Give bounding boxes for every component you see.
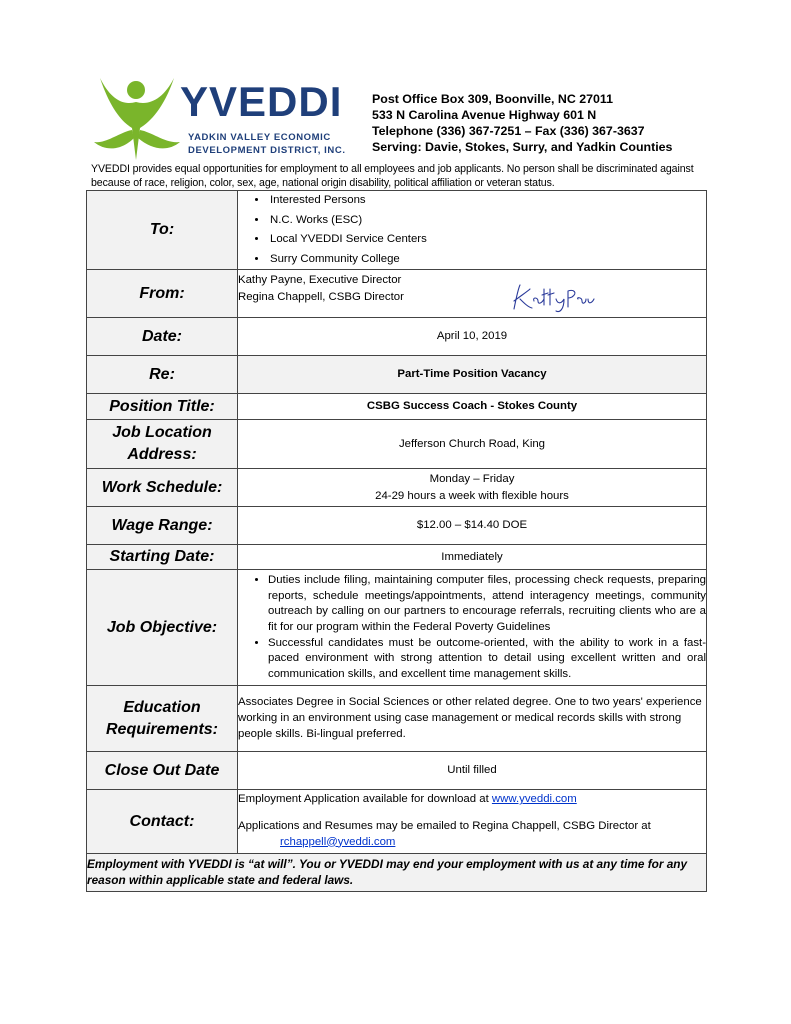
spacer xyxy=(238,808,706,819)
label-close-out-date: Close Out Date xyxy=(87,752,238,790)
job-objective-value xyxy=(238,570,707,686)
from-line: Kathy Payne, Executive Director xyxy=(238,274,402,287)
logo-subtitle-line1: YADKIN VALLEY ECONOMIC xyxy=(188,132,331,143)
label-position-title: Position Title: xyxy=(87,394,238,420)
row-work-schedule xyxy=(87,469,707,507)
row-education xyxy=(87,686,707,752)
re-value: Part-Time Position Vacancy xyxy=(238,356,707,394)
starting-date-value: Immediately xyxy=(238,545,707,570)
email-link[interactable]: rchappell@yveddi.com xyxy=(280,835,396,848)
signature-image xyxy=(508,281,598,315)
contact-value xyxy=(238,790,707,854)
label-line: Address: xyxy=(127,446,197,464)
job-location-value: Jefferson Church Road, King xyxy=(238,420,707,469)
row-starting-date xyxy=(87,545,707,570)
eeo-statement: YVEDDI provides equal opportunities for employment to all employees and job applicants. No person shall be discriminated against because of race, religion, color, sex, age, national origin disability, political affiliation or veteran status. xyxy=(91,163,694,189)
vacancy-table xyxy=(86,190,707,892)
position-title-value: CSBG Success Coach - Stokes County xyxy=(238,394,707,420)
label-job-objective: Job Objective: xyxy=(87,570,238,686)
label-date: Date: xyxy=(87,318,238,356)
row-job-location xyxy=(87,420,707,469)
label-line: Job Location xyxy=(112,424,212,442)
contact-line: Applications and Resumes may be emailed to Regina Chappell, CSBG Director at xyxy=(238,819,651,832)
row-close-out-date xyxy=(87,752,707,790)
label-line: Education xyxy=(123,698,201,716)
label-re: Re: xyxy=(87,356,238,394)
row-position-title xyxy=(87,394,707,420)
row-contact xyxy=(87,790,707,854)
address-block xyxy=(372,91,672,155)
label-to: To: xyxy=(87,191,238,270)
close-out-value: Until filled xyxy=(238,752,707,790)
list-item: • Surry Community College xyxy=(268,250,706,270)
to-recipients xyxy=(238,191,707,270)
from-line: Regina Chappell, CSBG Director xyxy=(238,291,404,304)
label-job-location xyxy=(87,420,238,469)
list-item: • Interested Persons xyxy=(268,191,706,211)
row-job-objective xyxy=(87,570,707,686)
phone-line: Telephone (336) 367-7251 – Fax (336) 367-3637 xyxy=(372,124,645,138)
list-item: • Local YVEDDI Service Centers xyxy=(268,230,706,250)
contact-line xyxy=(238,792,706,808)
address-line: Post Office Box 309, Boonville, NC 27011 xyxy=(372,92,614,106)
work-schedule-value xyxy=(238,469,707,507)
serving-line: Serving: Davie, Stokes, Surry, and Yadkin Counties xyxy=(372,140,673,154)
row-from xyxy=(87,270,707,318)
label-starting-date: Starting Date: xyxy=(87,545,238,570)
wage-range-value: $12.00 – $14.40 DOE xyxy=(238,507,707,545)
label-work-schedule: Work Schedule: xyxy=(87,469,238,507)
logo-subtitle-line2: DEVELOPMENT DISTRICT, INC. xyxy=(188,145,346,156)
label-wage-range: Wage Range: xyxy=(87,507,238,545)
row-date xyxy=(87,318,707,356)
leaf-figure-icon xyxy=(92,72,182,162)
from-value xyxy=(238,270,707,318)
address-line: 533 N Carolina Avenue Highway 601 N xyxy=(372,108,597,122)
label-line: Requirements: xyxy=(105,720,219,738)
label-from: From: xyxy=(87,270,238,318)
email-line xyxy=(238,835,706,851)
row-to xyxy=(87,191,707,270)
list-item: • Successful candidates must be outcome-oriented, with the ability to work in a fast-paced environment with strong attention to detail using excellent written and oral communication skills, and excellent time management skills. xyxy=(268,636,706,683)
row-wage-range xyxy=(87,507,707,545)
website-link[interactable]: www.yveddi.com xyxy=(491,793,577,806)
at-will-notice: Employment with YVEDDI is “at will”. You or YVEDDI may end your employment with us at any time for any reason within applicable state and federal laws. xyxy=(87,854,707,892)
recipient-list xyxy=(238,191,706,269)
contact-text: Employment Application available for download at xyxy=(238,793,492,806)
schedule-line: 24-29 hours a week with flexible hours xyxy=(375,489,569,502)
schedule-line: Monday – Friday xyxy=(429,472,515,485)
objective-list xyxy=(238,573,706,682)
label-contact: Contact: xyxy=(87,790,238,854)
label-education xyxy=(87,686,238,752)
row-re xyxy=(87,356,707,394)
logo-wordmark: YVEDDI xyxy=(180,78,343,125)
row-footer xyxy=(87,854,707,892)
yveddi-logo xyxy=(92,72,346,162)
education-value: Associates Degree in Social Sciences or other related degree. One to two years' experience working in an environment using case management or medical records skills with strong people skills. Bi-lingual preferred. xyxy=(238,686,707,752)
date-value: April 10, 2019 xyxy=(238,318,707,356)
list-item: • N.C. Works (ESC) xyxy=(268,211,706,231)
list-item: • Duties include filing, maintaining computer files, processing check requests, preparing reports, schedule meetings/appointments, attend interagency meetings, community outreach by calling on our partners to encourage referrals, recruiting clients who are a fit for our program within the Federal Poverty Guidelines xyxy=(268,573,706,635)
